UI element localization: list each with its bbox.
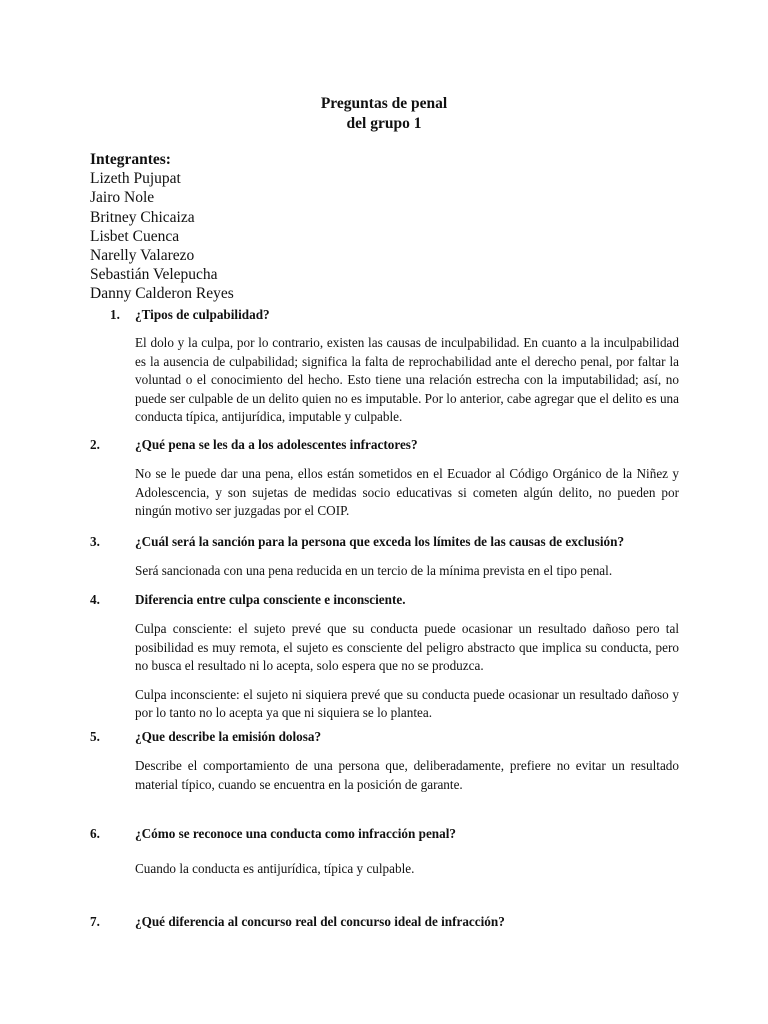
member-name: Lisbet Cuenca	[90, 227, 180, 245]
question-answer	[135, 757, 679, 804]
answer-paragraph: Será sancionada con una pena reducida en un tercio de la mínima prevista en el tipo penal.	[135, 563, 613, 578]
member-name: Jairo Nole	[90, 189, 155, 207]
question-title: Diferencia entre culpa consciente e inconsciente.	[135, 592, 406, 607]
question-answer	[135, 620, 679, 733]
question-number: 4.	[90, 592, 100, 607]
member-name: Danny Calderon Reyes	[90, 285, 234, 303]
question-number: 3.	[90, 534, 100, 549]
title-line-1: Preguntas de penal	[320, 95, 448, 112]
question-answer	[135, 465, 679, 531]
answer-paragraph: Culpa consciente: el sujeto prevé que su conducta puede ocasionar un resultado dañoso pero tal posibilidad es muy remota, el sujeto es consciente del peligro abstracto que implica su conducta, pero no busca el resultado ni lo acepta, solo espera que no se produzca.	[135, 621, 679, 673]
question-number: 1.	[110, 307, 120, 322]
question-number: 5.	[90, 729, 100, 744]
answer-paragraph: No se le puede dar una pena, ellos están sometidos en el Ecuador al Código Orgánico de la Niñez y Adolescencia, y son sujetas de medidas socio educativas si cometen algún delito, no pueden por ningún motivo ser juzgadas por el COIP.	[135, 466, 679, 518]
question-number: 7.	[90, 914, 100, 929]
answer-paragraph: Cuando la conducta es antijurídica, típica y culpable.	[135, 861, 415, 876]
answer-paragraph: Describe el comportamiento de una persona que, deliberadamente, prefiere no evitar un resultado material típico, cuando se encuentra en la posición de garante.	[135, 758, 679, 792]
member-name: Lizeth Pujupat	[90, 170, 181, 188]
members-heading: Integrantes:	[90, 151, 171, 168]
question-number: 6.	[90, 826, 100, 841]
answer-paragraph: Culpa inconsciente: el sujeto ni siquiera prevé que su conducta puede ocasionar un resultado dañoso y por lo tanto no lo acepta ya que ni siquiera se lo plantea.	[135, 686, 679, 720]
title-line-2: del grupo 1	[346, 115, 422, 132]
answer-paragraph: El dolo y la culpa, por lo contrario, existen las causas de inculpabilidad. En cuanto a la inculpabilidad es la ausencia de culpabilidad; significa la falta de reprochabilidad ante el derecho penal, por faltar la voluntad o el conocimiento del hecho. Esto tiene una relación estrecha con la imputabilidad; así, no puede ser culpable de un delito quien no es imputable. Por lo anterior, cabe agregar que el delito es una conducta típica, antijurídica, imputable y culpable.	[135, 335, 679, 424]
question-number: 2.	[90, 437, 100, 452]
member-name: Narelly Valarezo	[90, 247, 195, 265]
document-title	[0, 94, 768, 134]
question-answer	[135, 334, 679, 437]
question-title: ¿Que describe la emisión dolosa?	[135, 729, 322, 744]
question-title: ¿Cuál será la sanción para la persona que exceda los límites de las causas de exclusión?	[135, 534, 625, 549]
member-name: Britney Chicaiza	[90, 208, 195, 226]
question-title: ¿Tipos de culpabilidad?	[135, 307, 270, 322]
question-answer	[135, 562, 679, 591]
member-name: Sebastián Velepucha	[90, 266, 218, 284]
question-title: ¿Qué pena se les da a los adolescentes infractores?	[135, 437, 418, 452]
question-title: ¿Cómo se reconoce una conducta como infracción penal?	[135, 826, 456, 841]
members-list	[90, 150, 234, 304]
question-answer	[135, 860, 679, 889]
question-title: ¿Qué diferencia al concurso real del concurso ideal de infracción?	[135, 914, 505, 929]
